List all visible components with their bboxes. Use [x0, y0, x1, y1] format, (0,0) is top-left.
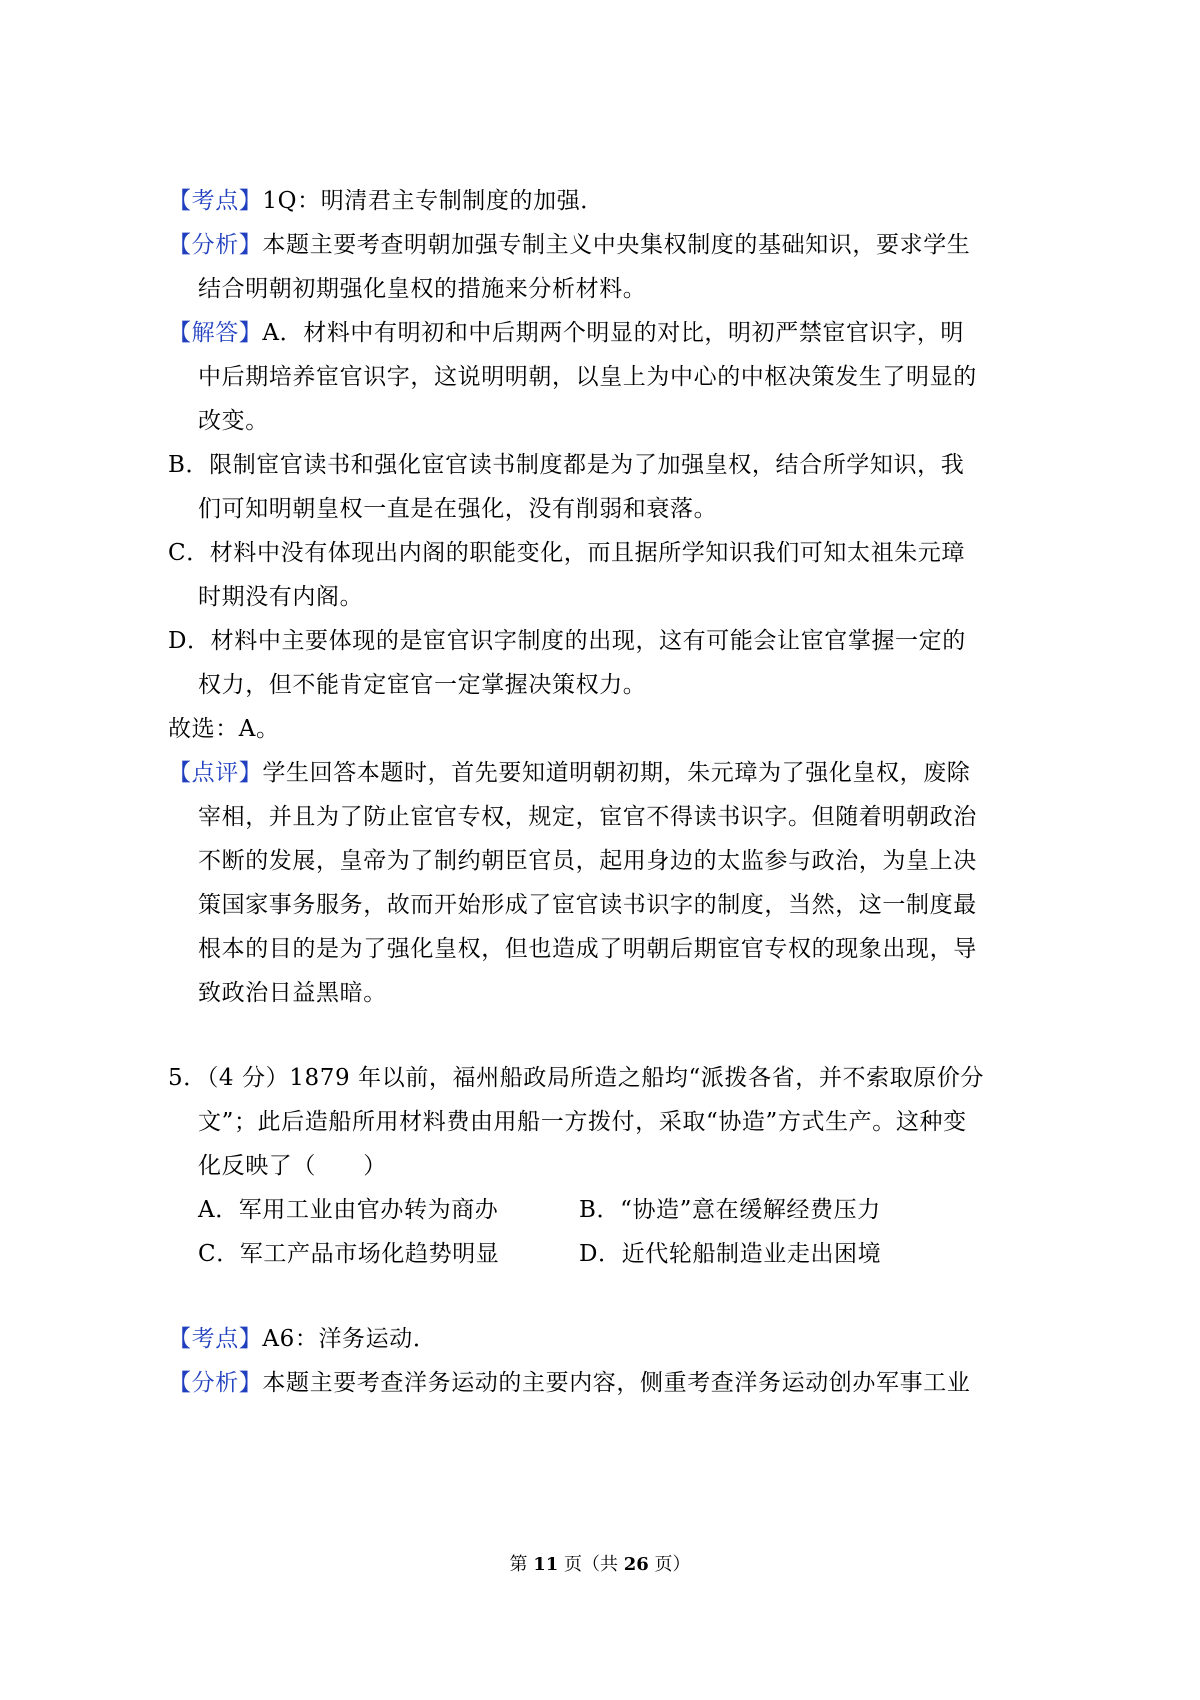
- option-c-analysis-cont: 时期没有内阁。: [198, 584, 364, 610]
- option-b-analysis-cont: 们可知明朝皇权一直是在强化，没有削弱和衰落。: [198, 496, 718, 522]
- question-5-option-c: C．军工产品市场化趋势明显: [198, 1241, 500, 1267]
- footer-middle: 页（共: [564, 1554, 618, 1575]
- question-5-option-b: B．“协造”意在缓解经费压力: [579, 1197, 881, 1223]
- question-5-stem-cont-1: 文”；此后造船所用材料费由用船一方拨付，采取“协造”方式生产。这种变: [198, 1109, 967, 1135]
- dianping-continuation-4: 根本的目的是为了强化皇权，但也造成了明朝后期宦官专权的现象出现，导: [198, 936, 977, 962]
- option-b-analysis: B．限制宦官读书和强化宦官读书制度都是为了加强皇权，结合所学知识，我: [168, 452, 965, 478]
- jieda-tag: 【解答】: [168, 320, 263, 346]
- jieda-text: A．材料中有明初和中后期两个明显的对比，明初严禁宦官识字，明: [262, 320, 965, 346]
- fenxi-text-q5: 本题主要考查洋务运动的主要内容，侧重考查洋务运动创办军事工业: [262, 1370, 971, 1396]
- dianping-text: 学生回答本题时，首先要知道明朝初期，朱元璋为了强化皇权，废除: [262, 760, 971, 786]
- footer-suffix: 页）: [654, 1554, 691, 1575]
- dianping-continuation-5: 致政治日益黑暗。: [198, 980, 387, 1006]
- option-d-analysis: D．材料中主要体现的是宦官识字制度的出现，这有可能会让宦官掌握一定的: [168, 628, 966, 654]
- jieda-line-q4: [168, 317, 964, 349]
- fenxi-tag-q5: 【分析】: [168, 1370, 263, 1396]
- kaodian-text-q5: A6：洋务运动．: [262, 1326, 437, 1352]
- page-number: 11: [533, 1554, 559, 1575]
- option-d-analysis-cont: 权力，但不能肯定宦官一定掌握决策权力。: [198, 672, 647, 698]
- fenxi-line-q4: [168, 229, 970, 261]
- dianping-continuation-1: 宰相，并且为了防止宦官专权，规定，宦官不得读书识字。但随着明朝政治: [198, 804, 977, 830]
- question-5-option-a: A．军用工业由官办转为商办: [198, 1197, 499, 1223]
- kaodian-line-q5: [168, 1323, 436, 1355]
- kaodian-text: 1Q：明清君主专制制度的加强．: [262, 188, 604, 214]
- jieda-continuation-2: 改变。: [198, 408, 269, 434]
- option-c-analysis: C．材料中没有体现出内阁的职能变化，而且据所学知识我们可知太祖朱元璋: [168, 540, 965, 566]
- dianping-tag: 【点评】: [168, 760, 263, 786]
- fenxi-text: 本题主要考查明朝加强专制主义中央集权制度的基础知识，要求学生: [262, 232, 971, 258]
- fenxi-continuation: 结合明朝初期强化皇权的措施来分析材料。: [198, 276, 647, 302]
- jieda-continuation-1: 中后期培养宦官识字，这说明明朝，以皇上为中心的中枢决策发生了明显的: [198, 364, 977, 390]
- kaodian-line-q4: [168, 185, 604, 217]
- question-5-stem-cont-2: 化反映了（ ）: [198, 1153, 387, 1179]
- dianping-continuation-2: 不断的发展，皇帝为了制约朝臣官员，起用身边的太监参与政治，为皇上决: [198, 848, 977, 874]
- fenxi-tag: 【分析】: [168, 232, 263, 258]
- answer-line: 故选：A。: [168, 716, 280, 742]
- total-pages: 26: [623, 1554, 649, 1575]
- fenxi-line-q5: [168, 1367, 970, 1399]
- kaodian-tag: 【考点】: [168, 188, 263, 214]
- dianping-line-q4: [168, 757, 970, 789]
- question-5-option-d: D．近代轮船制造业走出困境: [579, 1241, 882, 1267]
- page-footer: [0, 1553, 1200, 1577]
- footer-prefix: 第: [509, 1554, 528, 1575]
- question-5-stem: 5．（4 分）1879 年以前，福州船政局所造之船均“派拨各省，并不索取原价分: [168, 1065, 985, 1091]
- kaodian-tag-q5: 【考点】: [168, 1326, 263, 1352]
- dianping-continuation-3: 策国家事务服务，故而开始形成了宦官读书识字的制度，当然，这一制度最: [198, 892, 977, 918]
